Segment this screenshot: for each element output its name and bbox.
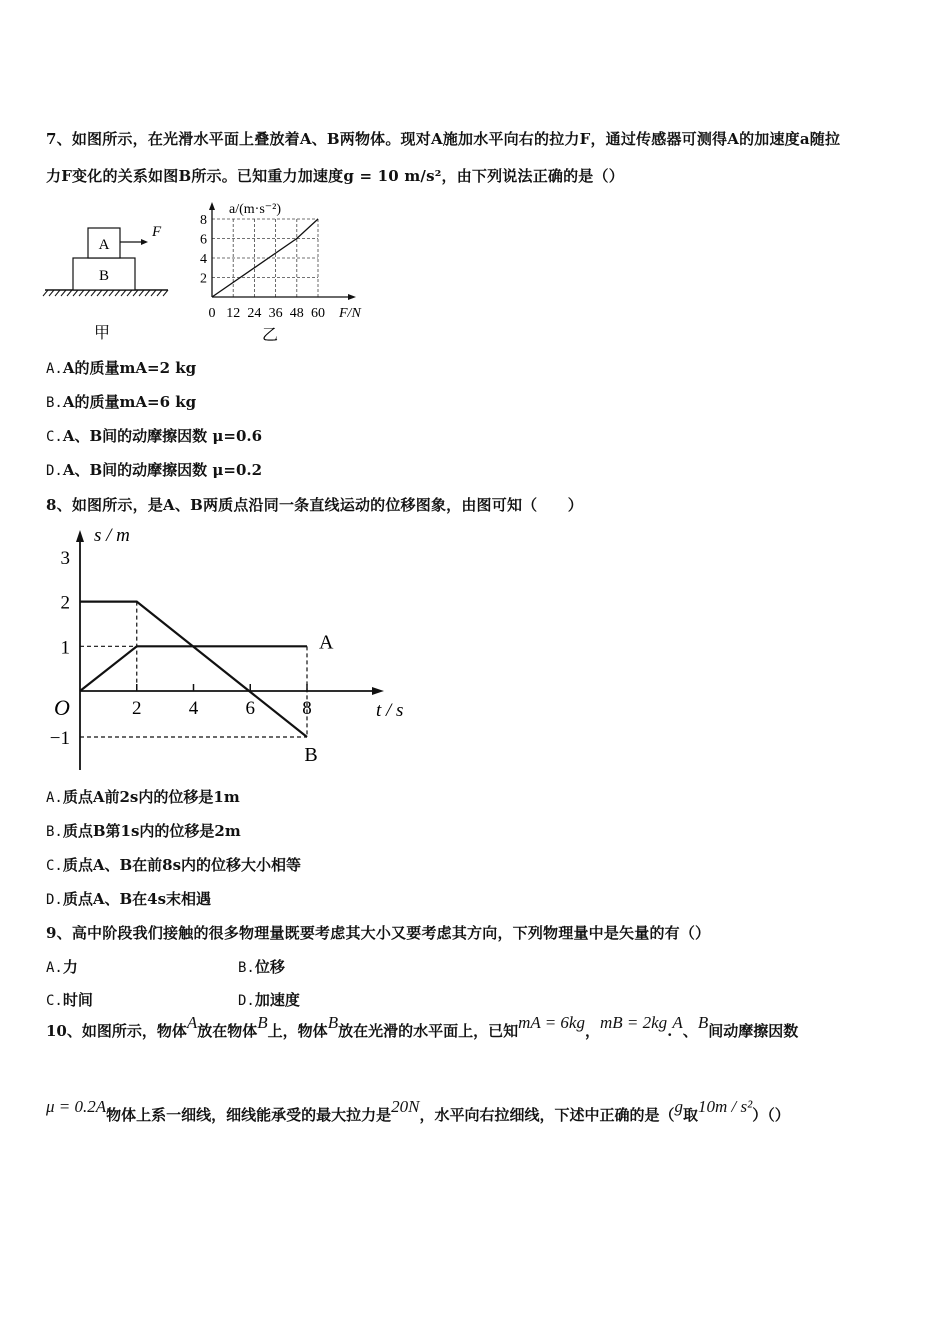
- option-text: 质点B第1s内的位移是2m: [62, 822, 241, 840]
- q10-math: A: [672, 1013, 683, 1032]
- t-tick-label: 6: [245, 698, 255, 719]
- q9-option-c[interactable]: [46, 989, 93, 1010]
- q8-displacement-chart: [40, 520, 420, 770]
- q10-max-tension: 20N: [391, 1097, 420, 1116]
- q10-math: B: [697, 1013, 709, 1032]
- q10-text: 放在光滑的水平面上，已知: [338, 1022, 519, 1040]
- q10-math: B: [327, 1013, 339, 1032]
- t-axis-arrow: [372, 687, 384, 695]
- q10-math: A: [186, 1013, 198, 1032]
- option-letter: B.: [46, 395, 63, 411]
- option-text: 质点A前2s内的位移是1m: [62, 788, 240, 806]
- q7-figure-yi-chart: [196, 196, 376, 346]
- q9-option-d[interactable]: [238, 989, 300, 1010]
- q10-text: ）（）: [752, 1106, 790, 1124]
- q7-option-c[interactable]: [46, 425, 262, 446]
- q7-option-b[interactable]: [46, 391, 196, 412]
- x-tick-label: 24: [247, 306, 262, 321]
- q9-option-a[interactable]: [46, 956, 78, 977]
- q10-text: 、: [682, 1022, 698, 1040]
- option-letter: A.: [46, 960, 63, 976]
- option-text: A、B间的动摩擦因数 μ=0.2: [62, 461, 263, 479]
- q10-text: 10、如图所示，物体: [46, 1022, 187, 1040]
- chart-x-axis-label: t / s: [376, 700, 404, 721]
- q8-option-a[interactable]: [46, 786, 240, 807]
- q9-stem: 9、高中阶段我们接触的很多物理量既要考虑其大小又要考虑其方向，下列物理量中是矢量的有（）: [46, 924, 711, 942]
- force-arrow-head: [141, 239, 148, 245]
- option-text: A的质量mA=6 kg: [62, 393, 197, 411]
- option-letter: B.: [46, 824, 63, 840]
- option-letter: D.: [46, 463, 63, 479]
- t-tick-label: 4: [188, 698, 199, 719]
- t-tick-label: 2: [132, 698, 142, 719]
- option-text: A的质量mA=2 kg: [62, 359, 197, 377]
- q9-option-b[interactable]: [238, 956, 285, 977]
- q7-stem-line1: 7、如图所示，在光滑水平面上叠放着A、B两物体。现对A施加水平向右的拉力F，通过传感器可测得A的加速度a随拉: [46, 130, 841, 148]
- x-tick-label: 48: [289, 306, 304, 321]
- q8-option-c[interactable]: [46, 854, 301, 875]
- q8-option-b[interactable]: [46, 820, 241, 841]
- option-text: 时间: [62, 991, 93, 1009]
- option-text: A、B间的动摩擦因数 μ=0.6: [62, 427, 263, 445]
- chart-origin-label: O: [54, 695, 70, 720]
- q10-text: ，水平向右拉细线，下述中正确的是（: [419, 1106, 675, 1124]
- figure-jia-caption: 甲: [93, 325, 111, 342]
- option-text: 位移: [254, 958, 285, 976]
- q8-option-d[interactable]: [46, 888, 211, 909]
- option-letter: C.: [46, 993, 63, 1009]
- option-letter: B.: [238, 960, 255, 976]
- y-tick-label: 2: [200, 271, 207, 287]
- q7-option-a[interactable]: [46, 357, 196, 378]
- chart-y-axis-label: s / m: [94, 525, 130, 546]
- y-axis-arrow: [209, 202, 215, 210]
- option-text: 力: [62, 958, 78, 976]
- q10-text: ，: [584, 1022, 600, 1040]
- s-tick-label: 1: [60, 637, 70, 659]
- q10-math: g: [674, 1097, 684, 1116]
- x-axis-arrow: [348, 294, 356, 300]
- q10-text: 取: [683, 1106, 699, 1124]
- q10-stem-line1: [46, 1013, 799, 1041]
- q10-stem-line2: [46, 1097, 790, 1125]
- s-tick-label: 3: [60, 547, 70, 569]
- s-tick-label: 2: [60, 592, 70, 614]
- q7-figure-jia: [40, 218, 180, 348]
- q8-stem: 8、如图所示，是A、B两质点沿同一条直线运动的位移图象，由图可知（ ）: [46, 496, 583, 514]
- series-label-a: A: [319, 631, 334, 654]
- s-axis-arrow: [76, 530, 84, 542]
- q7-option-d[interactable]: [46, 459, 262, 480]
- x-tick-label: 60: [311, 306, 325, 321]
- option-letter: A.: [46, 790, 63, 806]
- q10-text: 放在物体: [197, 1022, 258, 1040]
- x-tick-label: 36: [268, 306, 283, 321]
- s-tick-label: −1: [49, 728, 70, 749]
- y-tick-label: 8: [200, 213, 207, 228]
- q10-math: B: [257, 1013, 268, 1032]
- x-tick-label: 0: [208, 306, 216, 321]
- ground-hatching: [43, 290, 168, 296]
- q10-text: 间动摩擦因数: [708, 1022, 799, 1040]
- option-letter: C.: [46, 858, 63, 874]
- y-tick-label: 4: [200, 252, 207, 267]
- q10-mass-a: mA = 6kg: [518, 1013, 585, 1032]
- option-letter: D.: [46, 892, 63, 908]
- q10-gravity-value: 10m / s²: [698, 1097, 753, 1116]
- block-b-label: B: [98, 268, 110, 284]
- option-letter: C.: [46, 429, 63, 445]
- option-letter: A.: [46, 361, 63, 377]
- q10-text: 物体上系一细线，细线能承受的最大拉力是: [106, 1106, 392, 1124]
- chart-x-axis-label: F/N: [339, 306, 361, 321]
- option-text: 加速度: [254, 991, 300, 1009]
- option-text: 质点A、B在前8s内的位移大小相等: [62, 856, 302, 874]
- figure-yi-caption: 乙: [261, 327, 279, 344]
- force-label: F: [152, 224, 162, 240]
- q10-text: .: [667, 1022, 673, 1040]
- x-tick-label: 12: [226, 306, 241, 321]
- series-label-b: B: [304, 744, 318, 766]
- chart-y-axis-label: a/(m·s⁻²): [229, 202, 282, 217]
- q7-stem-line2: 力F变化的关系如图B所示。已知重力加速度g = 10 m/s²，由下列说法正确的是（）: [46, 167, 624, 185]
- q10-text: 上，物体: [267, 1022, 328, 1040]
- y-tick-label: 6: [200, 232, 207, 248]
- t-tick-label: 8: [302, 698, 312, 719]
- q10-mass-b: mB = 2kg: [599, 1013, 668, 1032]
- q10-friction-coefficient: μ = 0.2A: [46, 1097, 107, 1116]
- option-letter: D.: [238, 993, 255, 1009]
- option-text: 质点A、B在4s末相遇: [62, 890, 212, 908]
- block-a-label: A: [98, 237, 110, 253]
